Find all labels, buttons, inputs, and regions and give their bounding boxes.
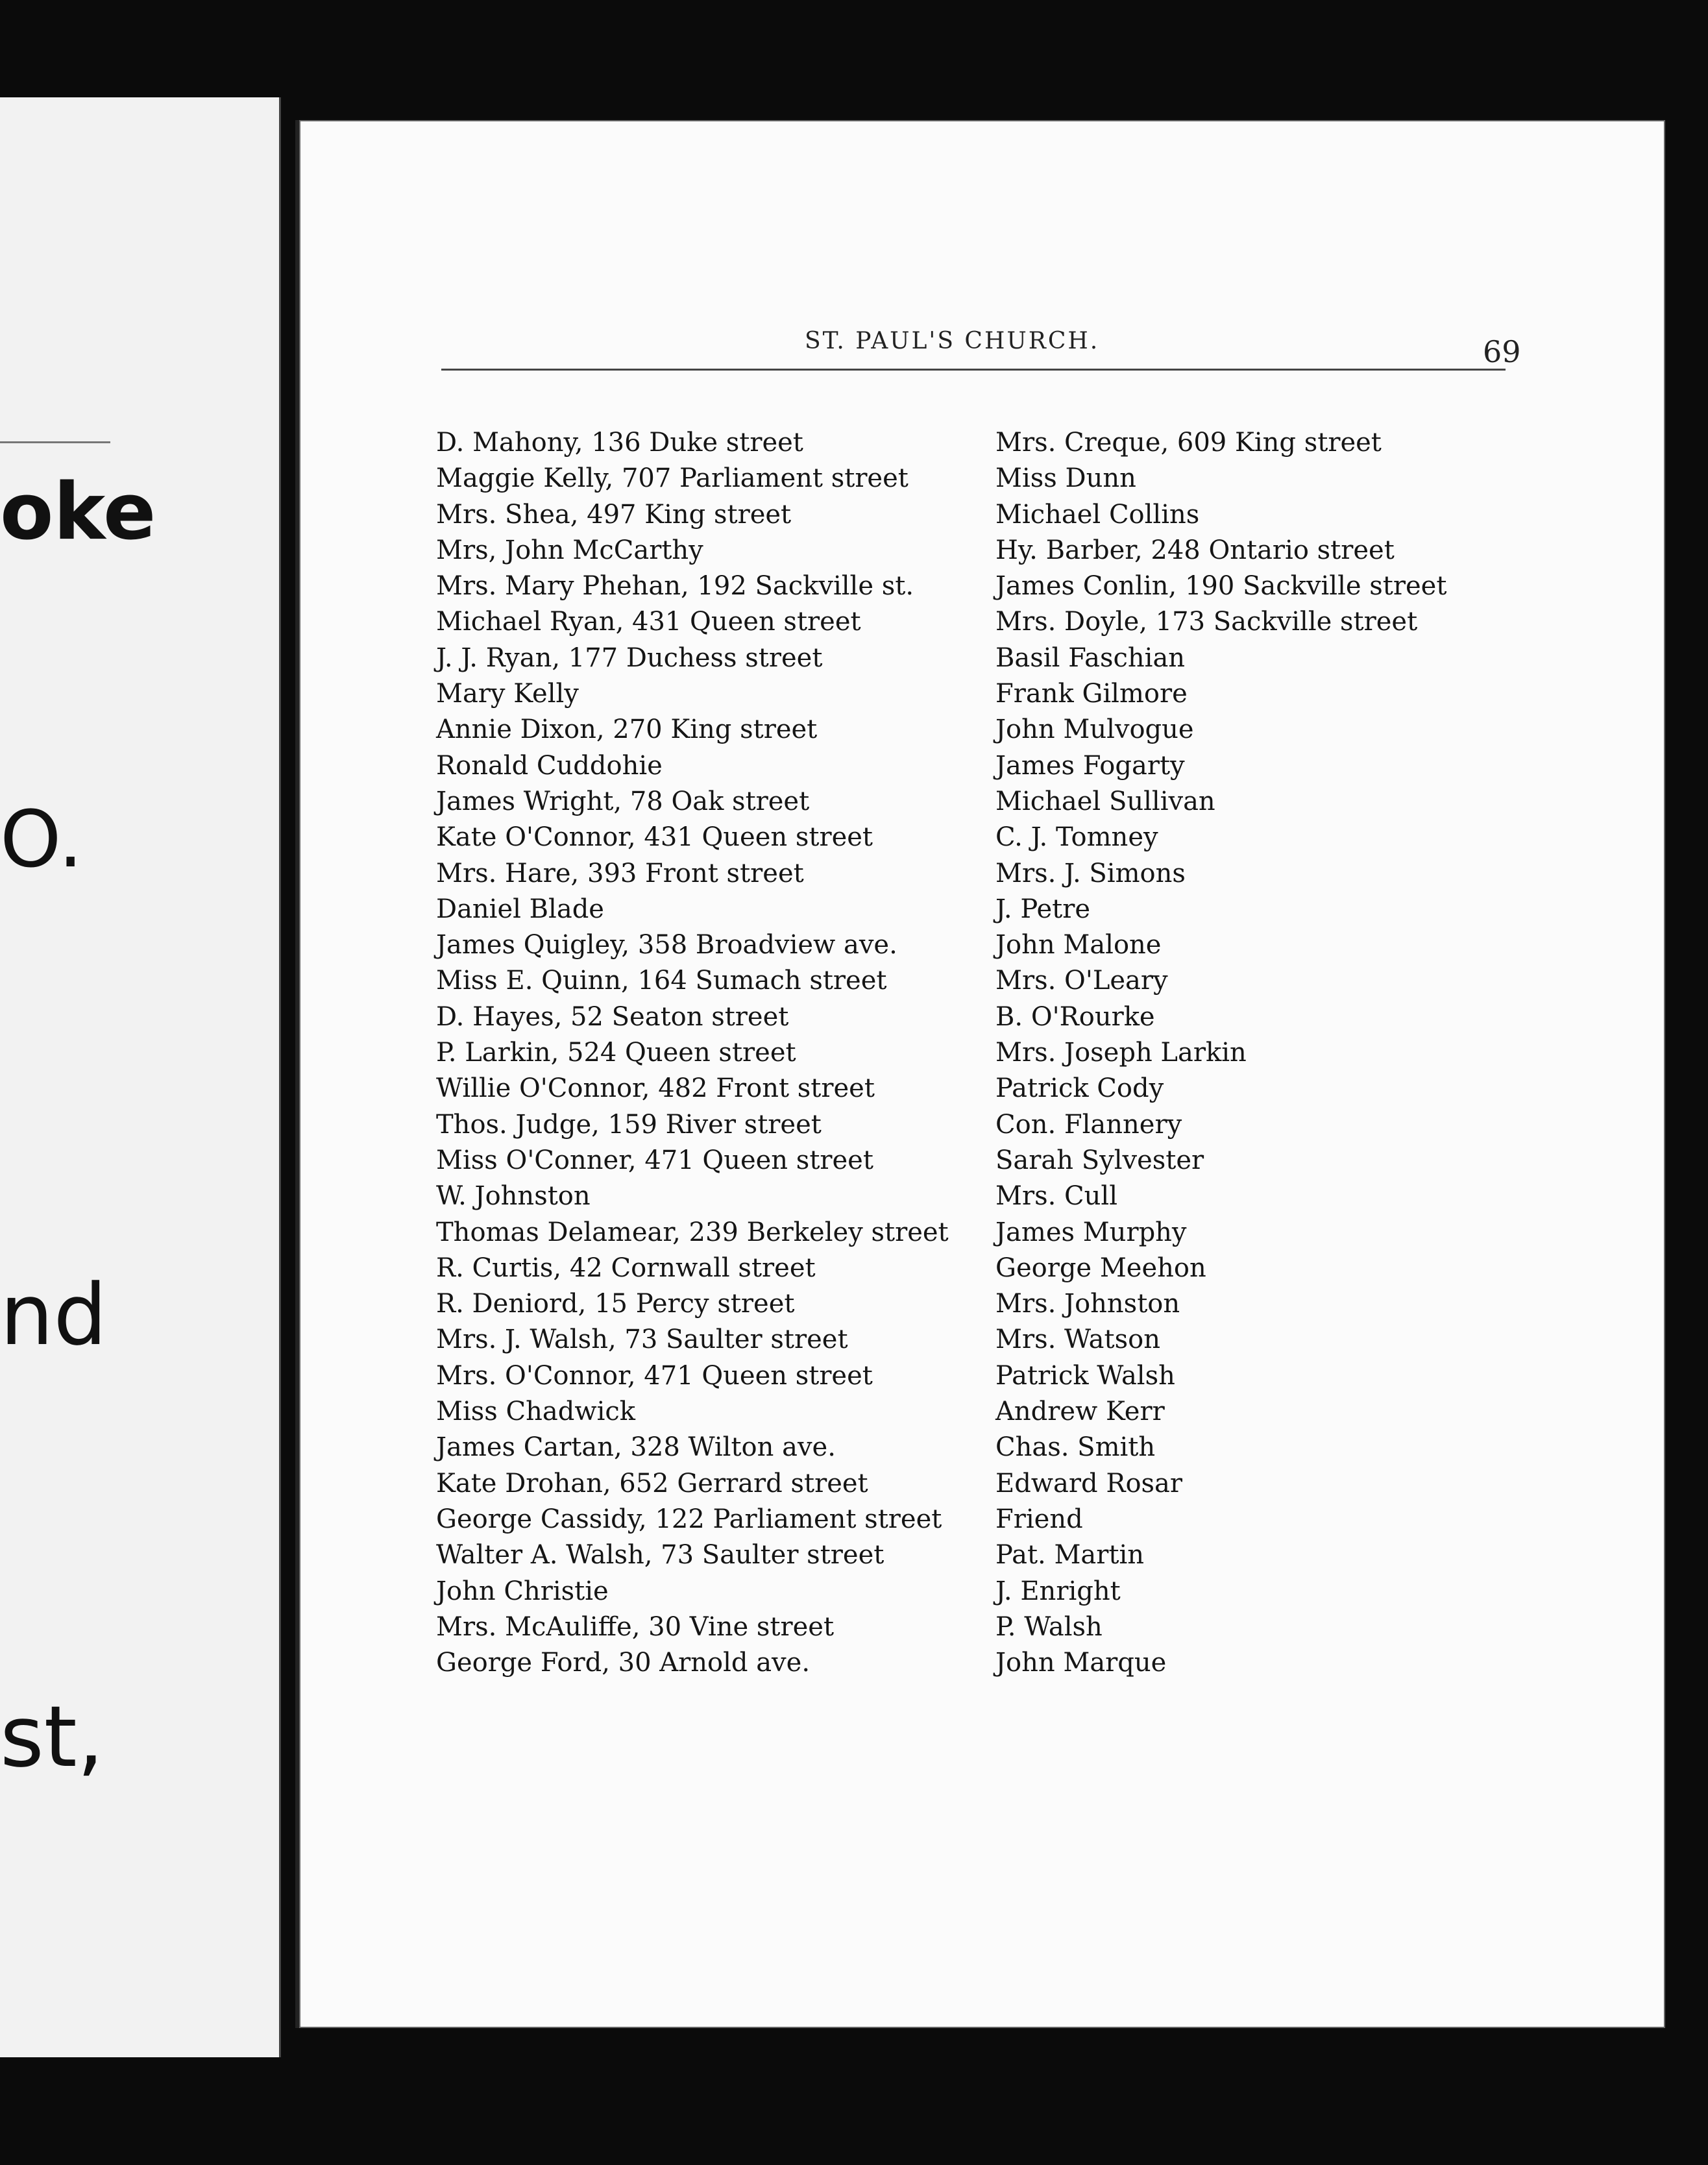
subscriber-entry: Mrs. Hare, 393 Front street (436, 858, 804, 888)
subscriber-entry: Mrs, John McCarthy (436, 535, 703, 565)
subscriber-entry: R. Deniord, 15 Percy street (436, 1289, 795, 1319)
subscriber-entry: C. J. Tomney (995, 822, 1158, 853)
subscriber-entry: Miss Chadwick (436, 1397, 636, 1427)
subscriber-entry: Miss Dunn (995, 463, 1136, 494)
subscriber-entry: Mrs. Mary Phehan, 192 Sackville st. (436, 571, 914, 602)
left-fragment-2: O. (0, 795, 83, 885)
subscriber-entry: Michael Sullivan (995, 786, 1215, 816)
subscriber-entry: George Meehon (995, 1253, 1206, 1283)
running-head: ST. PAUL'S CHURCH. (805, 328, 1100, 354)
subscriber-entry: Miss E. Quinn, 164 Sumach street (436, 966, 887, 996)
subscriber-entry: James Fogarty (995, 750, 1185, 781)
subscriber-entry: Kate Drohan, 652 Gerrard street (436, 1468, 868, 1498)
subscriber-entry: Michael Ryan, 431 Queen street (436, 607, 861, 637)
header-rule (441, 369, 1506, 371)
subscriber-entry: Chas. Smith (995, 1432, 1156, 1463)
subscriber-entry: J. J. Ryan, 177 Duchess street (436, 642, 823, 673)
subscriber-entry: Thos. Judge, 159 River street (436, 1109, 822, 1140)
subscriber-entry: James Conlin, 190 Sackville street (995, 571, 1447, 602)
subscriber-entry: Mrs. Creque, 609 King street (995, 428, 1382, 458)
left-page-fragment (0, 97, 281, 2057)
subscriber-entry: P. Larkin, 524 Queen street (436, 1038, 796, 1068)
left-page-rule (0, 441, 110, 443)
subscriber-entry: Walter A. Walsh, 73 Saulter street (436, 1540, 884, 1571)
subscriber-entry: B. O'Rourke (995, 1001, 1155, 1032)
subscriber-entry: J. Petre (995, 894, 1091, 924)
subscriber-entry: Friend (995, 1504, 1083, 1534)
subscriber-entry: George Ford, 30 Arnold ave. (436, 1648, 811, 1678)
left-fragment-1: oke (0, 467, 156, 557)
subscriber-entry: John Malone (995, 930, 1162, 960)
subscriber-entry: P. Walsh (995, 1611, 1103, 1642)
subscriber-entry: Mrs. Shea, 497 King street (436, 499, 792, 530)
subscriber-entry: John Christie (436, 1576, 609, 1606)
subscriber-entry: Miss O'Conner, 471 Queen street (436, 1145, 873, 1175)
left-fragment-3: nd (0, 1266, 107, 1364)
subscriber-entry: Edward Rosar (995, 1468, 1183, 1498)
subscriber-entry: John Marque (995, 1648, 1167, 1678)
subscriber-entry: Patrick Walsh (995, 1360, 1175, 1391)
subscriber-entry: Mrs. J. Simons (995, 858, 1186, 888)
subscriber-entry: Mrs. J. Walsh, 73 Saulter street (436, 1325, 848, 1355)
subscriber-entry: D. Mahony, 136 Duke street (436, 428, 803, 458)
subscriber-entry: Mary Kelly (436, 679, 579, 709)
subscriber-entry: James Quigley, 358 Broadview ave. (436, 930, 897, 960)
subscriber-entry: Pat. Martin (995, 1540, 1145, 1571)
subscriber-entry: Willie O'Connor, 482 Front street (436, 1073, 875, 1104)
subscriber-entry: Annie Dixon, 270 King street (436, 715, 818, 745)
subscriber-entry: James Wright, 78 Oak street (436, 786, 810, 816)
subscriber-entry: Thomas Delamear, 239 Berkeley street (436, 1217, 949, 1247)
subscriber-entry: Hy. Barber, 248 Ontario street (995, 535, 1395, 565)
subscriber-entry: Andrew Kerr (995, 1397, 1165, 1427)
subscriber-entry: Michael Collins (995, 499, 1200, 530)
subscriber-entry: Mrs. McAuliffe, 30 Vine street (436, 1611, 835, 1642)
subscriber-entry: Con. Flannery (995, 1109, 1182, 1140)
right-name-column (995, 425, 1446, 1681)
subscriber-entry: Patrick Cody (995, 1073, 1164, 1104)
left-fragment-4: st, (0, 1687, 104, 1786)
subscriber-entry: Mrs. O'Connor, 471 Queen street (436, 1360, 873, 1391)
subscriber-entry: Frank Gilmore (995, 679, 1188, 709)
subscriber-entry: Sarah Sylvester (995, 1145, 1204, 1175)
subscriber-entry: W. Johnston (436, 1181, 591, 1212)
subscriber-entry: Mrs. O'Leary (995, 966, 1168, 996)
subscriber-entry: D. Hayes, 52 Seaton street (436, 1001, 789, 1032)
subscriber-entry: Daniel Blade (436, 894, 604, 924)
subscriber-entry: George Cassidy, 122 Parliament street (436, 1504, 942, 1534)
subscriber-entry: J. Enright (995, 1576, 1121, 1606)
subscriber-entry: Maggie Kelly, 707 Parliament street (436, 463, 909, 494)
subscriber-entry: Mrs. Watson (995, 1325, 1160, 1355)
subscriber-entry: Ronald Cuddohie (436, 750, 663, 781)
subscriber-entry: James Murphy (995, 1217, 1187, 1247)
subscriber-entry: R. Curtis, 42 Cornwall street (436, 1253, 816, 1283)
subscriber-entry: James Cartan, 328 Wilton ave. (436, 1432, 836, 1463)
subscriber-entry: Mrs. Cull (995, 1181, 1117, 1212)
subscriber-entry: Basil Faschian (995, 642, 1186, 673)
subscriber-entry: Kate O'Connor, 431 Queen street (436, 822, 873, 853)
left-name-column (436, 425, 949, 1681)
page-number: 69 (1483, 334, 1521, 369)
subscriber-entry: Mrs. Johnston (995, 1289, 1180, 1319)
subscriber-entry: Mrs. Doyle, 173 Sackville street (995, 607, 1418, 637)
subscriber-entry: John Mulvogue (995, 715, 1194, 745)
subscriber-entry: Mrs. Joseph Larkin (995, 1038, 1247, 1068)
